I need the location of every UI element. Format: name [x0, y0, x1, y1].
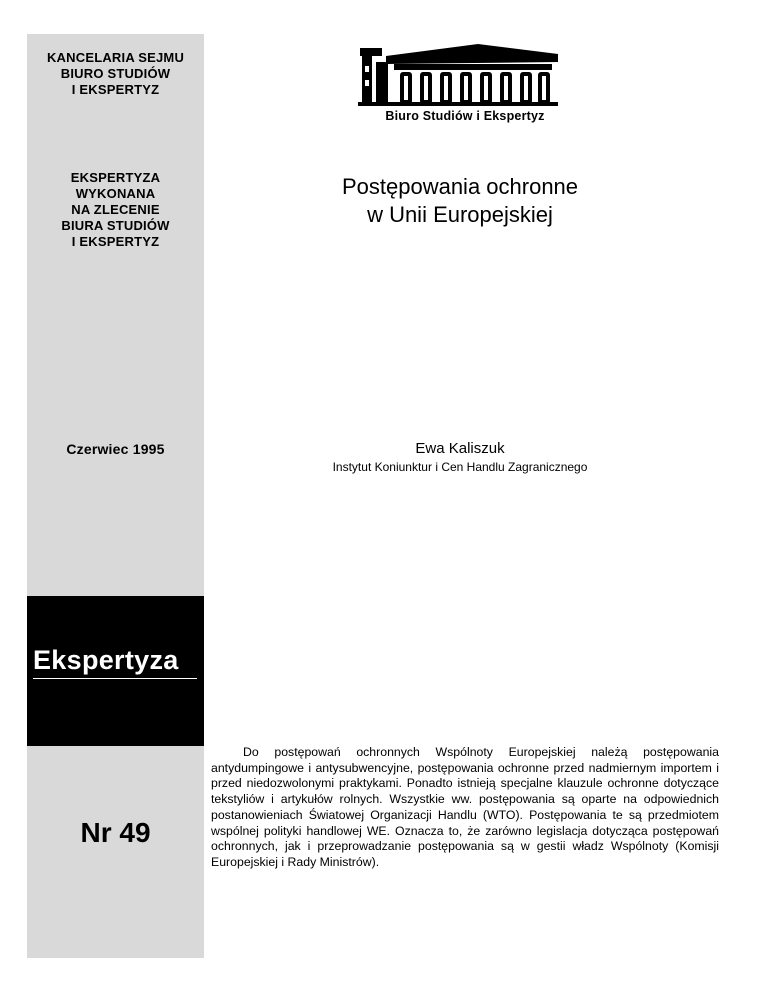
- institution-line: I EKSPERTYZ: [71, 82, 160, 97]
- author-name: Ewa Kaliszuk: [415, 440, 505, 457]
- issue-number: Nr 49: [80, 817, 151, 848]
- commission-line: NA ZLECENIE: [71, 202, 160, 217]
- author-affiliation: Instytut Koniunktur i Cen Handlu Zagranicznego: [332, 460, 588, 474]
- publication-date: Czerwiec 1995: [66, 441, 165, 457]
- commission-line: EKSPERTYZA: [70, 170, 161, 185]
- commission-line: WYKONANA: [75, 186, 156, 201]
- abstract-paragraph: Do postępowań ochronnych Wspólnoty Europejskiej należą postępowania antydumpingowe i antysubwencyjne, postępowania ochronne przed nadmiernym importem i przed niedozwolonymi praktykami. Ponadto istnieją specjalne klauzule ochronne dotyczące tekstyliów i artykułów rolnych. Wszystkie ww. postępowania są oparte na odpowiednich postanowieniach Światowej Organizacji Handlu (WTO). Postępowania te są przedmiotem wspólnej polityki handlowej WE. Oznacza to, że zarówno legislacja dotycząca postępowań ochronnych, jak i przeprowadzanie postępowania są w gestii władz Wspólnoty (Komisji Europejskiej i Rady Ministrów).: [211, 745, 719, 869]
- institution-line: KANCELARIA SEJMU: [46, 50, 185, 65]
- logo-caption: Biuro Studiów i Ekspertyz: [385, 109, 545, 123]
- institution-line: BIURO STUDIÓW: [60, 66, 171, 81]
- series-underline: [33, 678, 197, 679]
- series-label: Ekspertyza: [33, 645, 179, 675]
- institution-name: [27, 50, 204, 98]
- document-title: [240, 173, 680, 229]
- title-line: Postępowania ochronne: [341, 174, 579, 199]
- commission-note: [27, 170, 204, 250]
- title-line: w Unii Europejskiej: [367, 202, 553, 227]
- commission-line: BIURA STUDIÓW: [61, 218, 170, 233]
- commission-line: I EKSPERTYZ: [71, 234, 160, 249]
